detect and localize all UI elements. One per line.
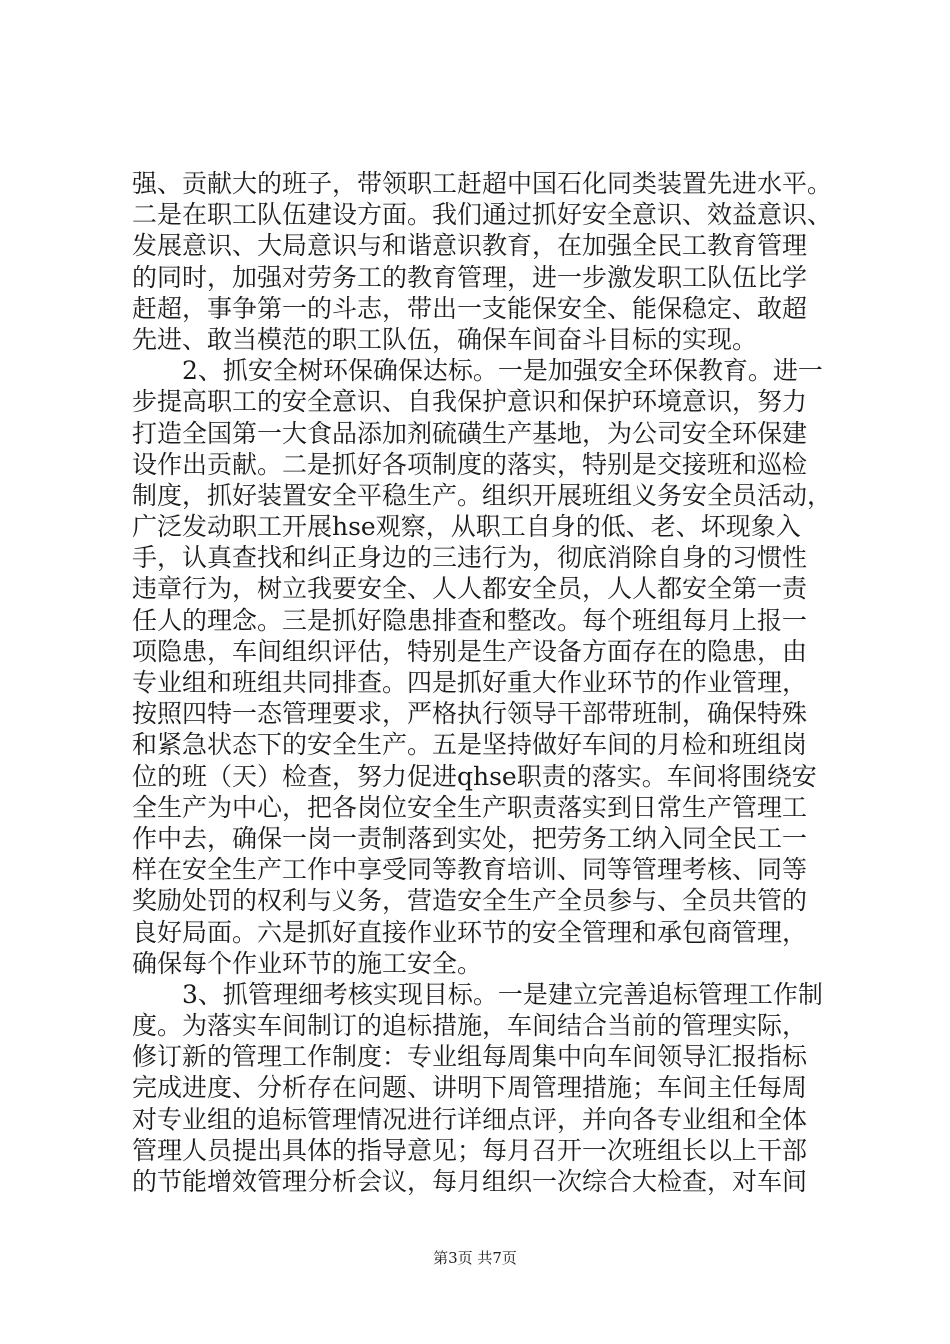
text-line: 2、抓安全树环保确保达标。一是加强安全环保教育。进一	[182, 356, 823, 386]
text-line: 完成进度、分析存在问题、讲明下周管理措施；车间主任每周	[132, 1073, 808, 1103]
text-line: 作中去，确保一岗一责制落到实处，把劳务工纳入同全民工一	[132, 823, 808, 853]
text-line: 管理人员提出具体的指导意见；每月召开一次班组长以上干部	[132, 1135, 808, 1165]
text-line: 样在安全生产工作中享受同等教育培训、同等管理考核、同等	[132, 855, 808, 885]
page-footer: 第3页 共7页	[433, 1249, 517, 1267]
text-line: 3、抓管理细考核实现目标。一是建立完善追标管理工作制	[182, 979, 823, 1009]
text-line: 度。为落实车间制订的追标措施，车间结合当前的管理实际，	[132, 1011, 808, 1041]
text-line: 二是在职工队伍建设方面。我们通过抓好安全意识、效益意识、	[132, 200, 833, 230]
text-line: 的同时，加强对劳务工的教育管理，进一步激发职工队伍比学	[132, 262, 808, 292]
text-line: 违章行为，树立我要安全、人人都安全员，人人都安全第一责	[132, 574, 808, 604]
text-line: 项隐患，车间组织评估，特别是生产设备方面存在的隐患，由	[132, 636, 808, 666]
text-line: 专业组和班组共同排查。四是抓好重大作业环节的作业管理，	[132, 668, 808, 697]
text-line: 对专业组的追标管理情况进行详细点评，并向各专业组和全体	[132, 1104, 808, 1134]
text-line: 发展意识、大局意识与和谐意识教育，在加强全民工教育管理	[132, 231, 808, 261]
text-line: 手，认真查找和纠正身边的三违行为，彻底消除自身的习惯性	[132, 543, 808, 573]
text-line: 按照四特一态管理要求，严格执行领导干部带班制，确保特殊	[132, 699, 808, 729]
text-line: 步提高职工的安全意识、自我保护意识和保护环境意识，努力	[132, 387, 808, 417]
text-line: 强、贡献大的班子，带领职工赶超中国石化同类装置先进水平。	[132, 169, 833, 198]
text-line: 广泛发动职工开展hse观察，从职工自身的低、老、坏现象入	[132, 512, 801, 542]
text-line: 良好局面。六是抓好直接作业环节的安全管理和承包商管理，	[132, 917, 808, 947]
text-line: 和紧急状态下的安全生产。五是坚持做好车间的月检和班组岗	[132, 730, 808, 760]
text-line: 设作出贡献。二是抓好各项制度的落实，特别是交接班和巡检	[132, 449, 808, 479]
text-line: 先进、敢当模范的职工队伍，确保车间奋斗目标的实现。	[132, 324, 758, 354]
text-line: 位的班（天）检查，努力促进qhse职责的落实。车间将围绕安	[132, 761, 817, 791]
text-line: 的节能增效管理分析会议，每月组织一次综合大检查，对车间	[132, 1167, 808, 1196]
text-line: 确保每个作业环节的施工安全。	[132, 948, 483, 978]
text-line: 全生产为中心，把各岗位安全生产职责落实到日常生产管理工	[132, 792, 808, 822]
text-line: 制度，抓好装置安全平稳生产。组织开展班组义务安全员活动，	[132, 480, 833, 510]
text-line: 赶超，事争第一的斗志，带出一支能保安全、能保稳定、敢超	[132, 293, 808, 323]
body-text	[132, 168, 832, 1197]
text-line: 任人的理念。三是抓好隐患排查和整改。每个班组每月上报一	[132, 605, 808, 635]
text-line: 打造全国第一大食品添加剂硫磺生产基地，为公司安全环保建	[132, 418, 808, 448]
text-line: 奖励处罚的权利与义务，营造安全生产全员参与、全员共管的	[132, 886, 808, 916]
text-line: 修订新的管理工作制度：专业组每周集中向车间领导汇报指标	[132, 1042, 808, 1072]
